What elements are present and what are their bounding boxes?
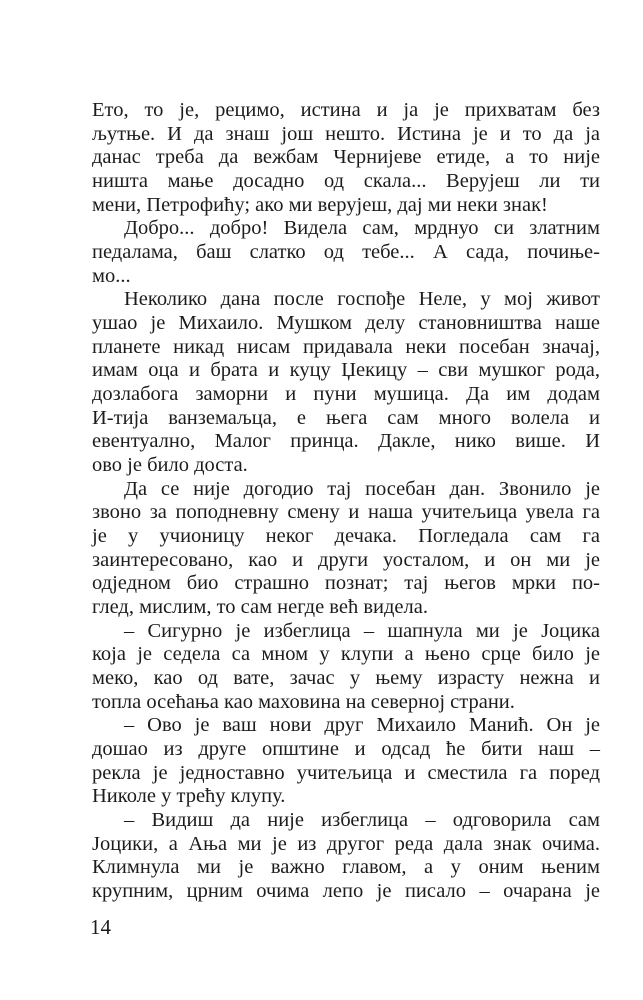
text-line: Климнула ми је важно главом, а у оним њеним (92, 856, 600, 878)
text-line: ушао је Михаило. Мушком делу становништва наше (92, 312, 600, 334)
text-line: Добро... добро! Видела сам, мрднуо си златним (124, 217, 600, 239)
text-line: крупним, црним очима лепо је писало – очарана је (92, 880, 600, 902)
text-line: – Ово је ваш нови друг Михаило Манић. Он је (124, 714, 600, 736)
text-line: Ето, то је, рецимо, истина и ја је прихватам без (92, 99, 600, 121)
text-line: заинтересовано, као и други уосталом, и он ми је (92, 549, 600, 571)
text-line: Да се није догодио тај посебан дан. Звонило је (124, 478, 600, 500)
text-line: љутње. И да знаш још нешто. Истина је и то да ја (92, 123, 600, 145)
text-line: Неколико дана после госпође Неле, у мој живот (124, 288, 600, 310)
text-line: дозлабога заморни и пуни мушица. Да им додам (92, 383, 600, 405)
text-line: топла осећања као маховина на северној страни. (92, 691, 515, 713)
text-line: планете никад нисам придавала неки посебан значај, (92, 336, 600, 358)
text-line: одједном био страшно познат; тај његов мрки по- (92, 572, 600, 594)
text-line: звоно за поподневну смену и наша учитељица увела га (92, 501, 600, 523)
text-line: дошао из друге општине и одсад ће бити наш – (92, 738, 600, 760)
text-line: која је седела са мном у клупи а њено срце било је (92, 643, 600, 665)
text-line: меко, као од вате, зачас у њему израсту нежна и (92, 667, 600, 689)
text-line: – Сигурно је избеглица – шапнула ми је Јоцика (124, 620, 600, 642)
text-line: евентуално, Малог принца. Дакле, нико више. И (92, 430, 600, 452)
text-line: глед, мислим, то сам негде већ видела. (92, 596, 428, 618)
text-line: данас треба да вежбам Чернијеве етиде, а то није (92, 146, 600, 168)
text-line: мо... (92, 265, 131, 287)
text-line: мени, Петрофићу; ако ми верујеш, дај ми неки знак! (92, 194, 548, 216)
text-line: ништа мање досадно од скала... Верујеш ли ти (92, 170, 600, 192)
page-number: 14 (90, 915, 111, 939)
text-line: Јоцики, а Ања ми је из другог реда дала знак очима. (92, 833, 600, 855)
text-line: рекла је једноставно учитељица и сместила га поред (92, 762, 600, 784)
text-line: ово је било доста. (92, 454, 248, 476)
text-line: – Видиш да није избеглица – одговорила сам (124, 809, 600, 831)
text-line: педалама, баш слатко од тебе... А сада, почиње- (92, 241, 600, 263)
text-line: И-тија ванземаљца, е њега сам много волела и (92, 407, 600, 429)
text-line: је у учионицу неког дечака. Погледала сам га (92, 525, 600, 547)
text-line: Николе у трећу клупу. (92, 785, 286, 807)
text-line: имам оца и брата и куцу Џекицу – сви мушког рода, (92, 359, 600, 381)
